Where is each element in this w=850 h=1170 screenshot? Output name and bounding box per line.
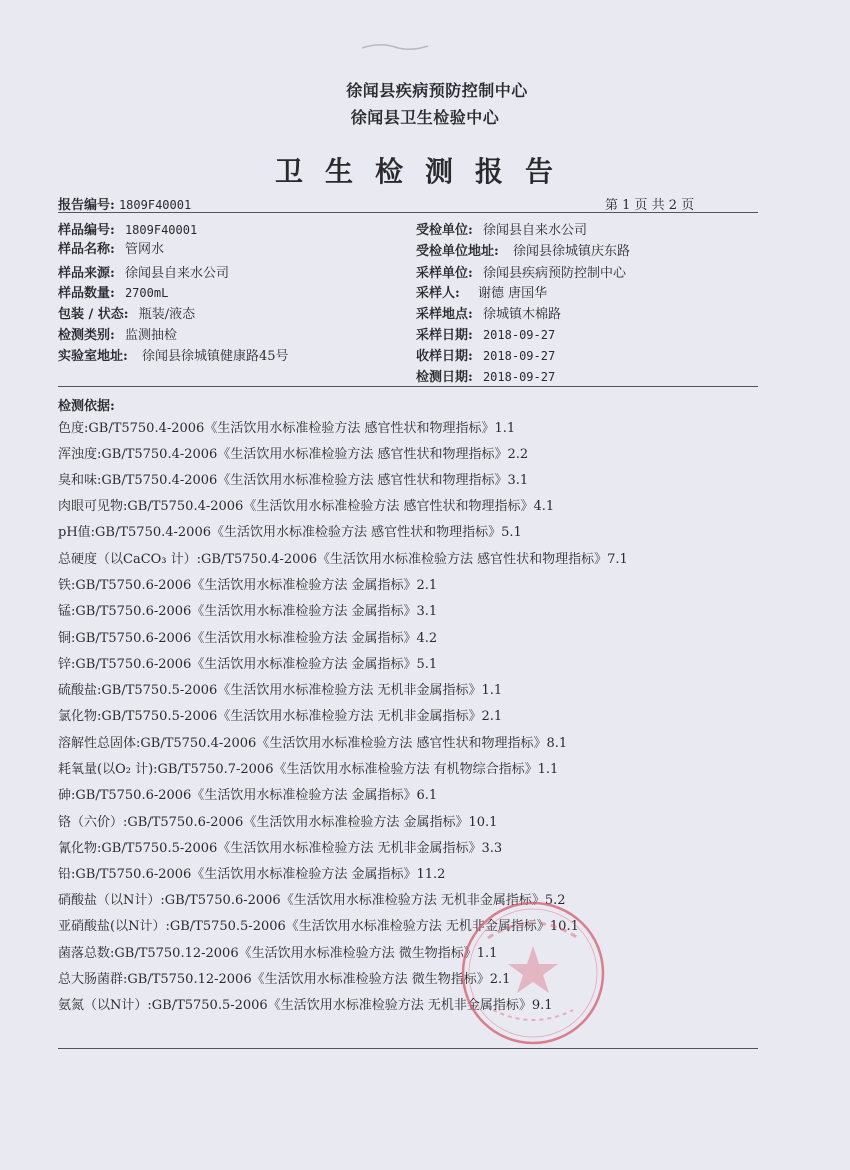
info-received-date — [416, 345, 555, 364]
info-sampling-date — [416, 324, 555, 343]
basis-item: 总硬度（以CaCO₃ 计）:GB/T5750.4-2006《生活饮用水标准检验方法 感官性状和物理指标》7.1 — [58, 552, 628, 567]
info-value: 徐闻县疾病预防控制中心 — [482, 266, 626, 281]
basis-item: 铜:GB/T5750.6-2006《生活饮用水标准检验方法 金属指标》4.2 — [58, 631, 438, 646]
report-number — [58, 194, 191, 213]
basis-item: 肉眼可见物:GB/T5750.4-2006《生活饮用水标准检验方法 感官性状和物理指标》4.1 — [58, 499, 555, 514]
report-number-value: 1809F40001 — [118, 198, 192, 212]
info-label: 采样人: — [416, 286, 460, 301]
scan-smudge — [360, 40, 430, 54]
info-value: 徐闻县自来水公司 — [124, 266, 229, 281]
basis-item: 砷:GB/T5750.6-2006《生活饮用水标准检验方法 金属指标》6.1 — [58, 788, 438, 803]
info-value: 监测抽检 — [124, 328, 177, 343]
info-value: 徐闻县徐城镇庆东路 — [512, 244, 630, 259]
info-label: 受检单位: — [416, 223, 473, 238]
info-lab-address — [58, 345, 289, 364]
info-sample-source — [58, 262, 229, 281]
info-label: 包装 / 状态: — [58, 307, 129, 322]
info-value: 瓶装/液态 — [138, 307, 196, 322]
info-label: 检测类别: — [58, 328, 115, 343]
basis-item: 氰化物:GB/T5750.5-2006《生活饮用水标准检验方法 无机非金属指标》3.3 — [58, 841, 503, 856]
report-number-label: 报告编号: — [58, 198, 115, 213]
info-label: 样品名称: — [58, 242, 115, 257]
report-title: 卫生检测报告 — [274, 155, 575, 188]
basis-item: 铁:GB/T5750.6-2006《生活饮用水标准检验方法 金属指标》2.1 — [58, 578, 438, 593]
info-label: 样品数量: — [58, 286, 115, 301]
basis-item: 氨氮（以N计）:GB/T5750.5-2006《生活饮用水标准检验方法 无机非金属指标》9.1 — [58, 998, 553, 1013]
info-value: 管网水 — [124, 242, 164, 257]
info-inspected-address — [416, 240, 630, 259]
info-label: 样品编号: — [58, 223, 115, 238]
info-label: 样品来源: — [58, 266, 115, 281]
page-indicator: 第 1 页 共 2 页 — [605, 198, 695, 213]
info-sample-id — [58, 219, 197, 238]
basis-item: 溶解性总固体:GB/T5750.4-2006《生活饮用水标准检验方法 感官性状和物理指标》8.1 — [58, 736, 568, 751]
info-value: 徐闻县徐城镇健康路45号 — [141, 349, 289, 364]
info-value: 1809F40001 — [124, 223, 198, 237]
info-value: 2018-09-27 — [482, 370, 556, 384]
info-label: 受检单位地址: — [416, 244, 499, 259]
info-value: 徐城镇木棉路 — [482, 307, 561, 322]
basis-item: 臭和味:GB/T5750.4-2006《生活饮用水标准检验方法 感官性状和物理指标》3.1 — [58, 473, 529, 488]
info-test-category — [58, 324, 177, 343]
info-packaging — [58, 303, 195, 322]
info-label: 采样单位: — [416, 266, 473, 281]
basis-item: 耗氧量(以O₂ 计):GB/T5750.7-2006《生活饮用水标准检验方法 有机物综合指标》1.1 — [58, 762, 559, 777]
footer-divider — [58, 1048, 758, 1049]
info-label: 采样日期: — [416, 328, 473, 343]
basis-item: 总大肠菌群:GB/T5750.12-2006《生活饮用水标准检验方法 微生物指标》2.1 — [58, 972, 511, 987]
info-value: 徐闻县自来水公司 — [482, 223, 587, 238]
basis-item: 铬（六价）:GB/T5750.6-2006《生活饮用水标准检验方法 金属指标》10.1 — [58, 815, 498, 830]
header-divider — [58, 212, 758, 213]
basis-item: 浑浊度:GB/T5750.4-2006《生活饮用水标准检验方法 感官性状和物理指标》2.2 — [58, 447, 529, 462]
info-value: 2018-09-27 — [482, 328, 556, 342]
info-label: 实验室地址: — [58, 349, 128, 364]
org-name-line2: 徐闻县卫生检验中心 — [350, 108, 500, 127]
info-value: 2018-09-27 — [482, 349, 556, 363]
info-value: 2700mL — [124, 286, 169, 300]
info-divider — [58, 386, 758, 387]
basis-item: 硝酸盐（以N计）:GB/T5750.6-2006《生活饮用水标准检验方法 无机非金属指标》5.2 — [58, 893, 566, 908]
info-sampling-location — [416, 303, 561, 322]
basis-item: 菌落总数:GB/T5750.12-2006《生活饮用水标准检验方法 微生物指标》1.1 — [58, 946, 498, 961]
basis-title: 检测依据: — [58, 399, 115, 414]
basis-item: 氯化物:GB/T5750.5-2006《生活饮用水标准检验方法 无机非金属指标》2.1 — [58, 709, 503, 724]
basis-item: 锰:GB/T5750.6-2006《生活饮用水标准检验方法 金属指标》3.1 — [58, 604, 438, 619]
info-label: 检测日期: — [416, 370, 473, 385]
info-inspected-unit — [416, 219, 587, 238]
info-sampler — [416, 282, 547, 301]
info-sample-quantity — [58, 282, 168, 301]
basis-item: 亚硝酸盐(以N计）:GB/T5750.5-2006《生活饮用水标准检验方法 无机非金属指标》10.1 — [58, 919, 579, 934]
info-label: 收样日期: — [416, 349, 473, 364]
info-test-date — [416, 366, 555, 385]
basis-item: pH值:GB/T5750.4-2006《生活饮用水标准检验方法 感官性状和物理指标》5.1 — [58, 525, 522, 540]
info-value: 谢德 唐国华 — [477, 286, 548, 301]
info-label: 采样地点: — [416, 307, 473, 322]
basis-item: 锌:GB/T5750.6-2006《生活饮用水标准检验方法 金属指标》5.1 — [58, 657, 438, 672]
basis-item: 色度:GB/T5750.4-2006《生活饮用水标准检验方法 感官性状和物理指标》1.1 — [58, 421, 516, 436]
org-name-line1: 徐闻县疾病预防控制中心 — [346, 81, 528, 100]
info-sample-name — [58, 238, 164, 257]
info-sampling-unit — [416, 262, 626, 281]
basis-item: 硫酸盐:GB/T5750.5-2006《生活饮用水标准检验方法 无机非金属指标》1.1 — [58, 683, 503, 698]
basis-item: 铅:GB/T5750.6-2006《生活饮用水标准检验方法 金属指标》11.2 — [58, 867, 446, 882]
